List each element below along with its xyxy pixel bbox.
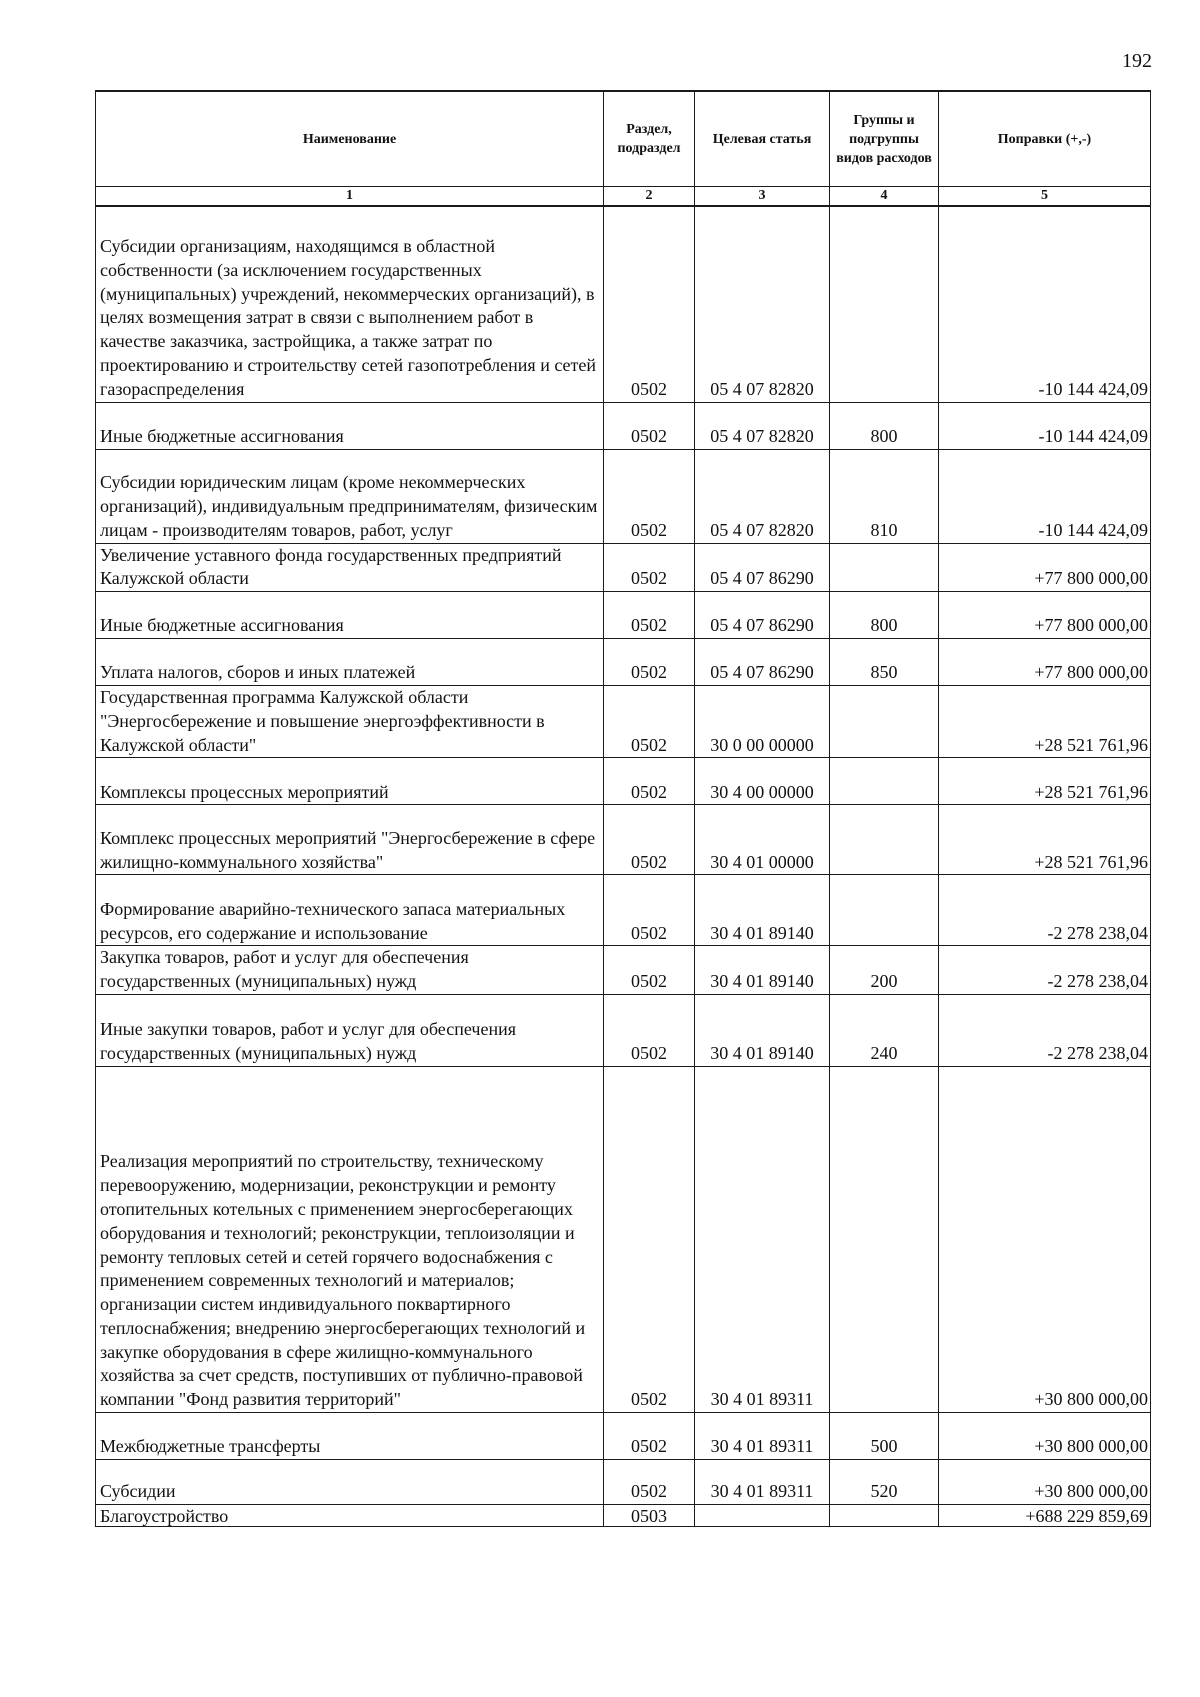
row-group: 500	[830, 1413, 939, 1460]
row-amount: +28 521 761,96	[939, 805, 1151, 875]
row-section: 0503	[604, 1505, 695, 1527]
header-target: Целевая статья	[695, 91, 830, 187]
row-name: Иные бюджетные ассигнования	[96, 592, 604, 639]
table-row	[96, 758, 1151, 805]
row-amount: -10 144 424,09	[939, 449, 1151, 543]
row-name: Субсидии юридическим лицам (кроме некоммерческих организаций), индивидуальным предпринимателям, физическим лицам - производителям товаров, работ, услуг	[96, 449, 604, 543]
header-amendments: Поправки (+,-)	[939, 91, 1151, 187]
table-row	[96, 1413, 1151, 1460]
row-group	[830, 758, 939, 805]
row-amount: +30 800 000,00	[939, 1460, 1151, 1505]
row-name: Увеличение уставного фонда государственных предприятий Калужской области	[96, 543, 604, 592]
row-section: 0502	[604, 1067, 695, 1413]
row-target: 05 4 07 86290	[695, 592, 830, 639]
row-section: 0502	[604, 543, 695, 592]
row-group: 850	[830, 639, 939, 686]
row-section: 0502	[604, 875, 695, 946]
row-section: 0502	[604, 1413, 695, 1460]
row-section: 0502	[604, 592, 695, 639]
row-section: 0502	[604, 449, 695, 543]
budget-table	[95, 90, 1151, 1527]
row-amount: +77 800 000,00	[939, 543, 1151, 592]
row-amount: +28 521 761,96	[939, 686, 1151, 758]
row-amount: -2 278 238,04	[939, 946, 1151, 995]
row-target: 30 4 00 00000	[695, 758, 830, 805]
table-header-row	[96, 91, 1151, 187]
row-target: 30 4 01 89311	[695, 1413, 830, 1460]
row-section: 0502	[604, 402, 695, 449]
row-amount: -2 278 238,04	[939, 995, 1151, 1067]
row-name: Благоустройство	[96, 1505, 604, 1527]
row-group: 520	[830, 1460, 939, 1505]
table-row	[96, 686, 1151, 758]
row-target: 05 4 07 82820	[695, 206, 830, 402]
row-name: Закупка товаров, работ и услуг для обеспечения государственных (муниципальных) нужд	[96, 946, 604, 995]
row-group: 810	[830, 449, 939, 543]
row-section: 0502	[604, 995, 695, 1067]
row-name: Государственная программа Калужской области "Энергосбережение и повышение энергоэффективности в Калужской области"	[96, 686, 604, 758]
row-group: 200	[830, 946, 939, 995]
row-target: 05 4 07 82820	[695, 449, 830, 543]
row-group	[830, 1505, 939, 1527]
table-row	[96, 1460, 1151, 1505]
row-amount: +688 229 859,69	[939, 1505, 1151, 1527]
row-target: 30 4 01 89140	[695, 995, 830, 1067]
row-section: 0502	[604, 1460, 695, 1505]
table-row	[96, 449, 1151, 543]
table-row	[96, 543, 1151, 592]
column-index: 4	[830, 187, 939, 207]
row-amount: +30 800 000,00	[939, 1067, 1151, 1413]
row-name: Комплекс процессных мероприятий "Энергосбережение в сфере жилищно-коммунального хозяйства"	[96, 805, 604, 875]
table-row	[96, 805, 1151, 875]
row-group	[830, 1067, 939, 1413]
row-section: 0502	[604, 946, 695, 995]
table-row	[96, 592, 1151, 639]
row-name: Формирование аварийно-технического запаса материальных ресурсов, его содержание и использование	[96, 875, 604, 946]
table-row	[96, 206, 1151, 402]
row-section: 0502	[604, 686, 695, 758]
table-row	[96, 639, 1151, 686]
row-section: 0502	[604, 639, 695, 686]
row-target: 05 4 07 86290	[695, 543, 830, 592]
row-group: 800	[830, 592, 939, 639]
table-row	[96, 995, 1151, 1067]
row-target: 30 4 01 89311	[695, 1067, 830, 1413]
row-name: Субсидии организациям, находящимся в областной собственности (за исключением государственных (муниципальных) учреждений, некоммерческих организаций), в целях возмещения затрат в связи с выполнением работ в качестве заказчика, застройщика, а также затрат по проектированию и строительству сетей газопотребления и сетей газораспределения	[96, 206, 604, 402]
row-target: 05 4 07 86290	[695, 639, 830, 686]
row-target: 30 4 01 89140	[695, 875, 830, 946]
row-group	[830, 206, 939, 402]
row-amount: +30 800 000,00	[939, 1413, 1151, 1460]
row-name: Комплексы процессных мероприятий	[96, 758, 604, 805]
column-index-row	[96, 187, 1151, 207]
table-row	[96, 1505, 1151, 1527]
row-name: Межбюджетные трансферты	[96, 1413, 604, 1460]
row-name: Субсидии	[96, 1460, 604, 1505]
row-amount: -2 278 238,04	[939, 875, 1151, 946]
row-group	[830, 875, 939, 946]
row-name: Иные бюджетные ассигнования	[96, 402, 604, 449]
row-amount: -10 144 424,09	[939, 402, 1151, 449]
table-row	[96, 402, 1151, 449]
row-group: 240	[830, 995, 939, 1067]
row-section: 0502	[604, 758, 695, 805]
row-amount: +77 800 000,00	[939, 592, 1151, 639]
table-row	[96, 875, 1151, 946]
column-index: 2	[604, 187, 695, 207]
table-row	[96, 946, 1151, 995]
row-group	[830, 805, 939, 875]
row-target	[695, 1505, 830, 1527]
row-section: 0502	[604, 805, 695, 875]
header-name: Наименование	[96, 91, 604, 187]
table-row	[96, 1067, 1151, 1413]
header-groups: Группы и подгруппы видов расходов	[830, 91, 939, 187]
row-target: 30 4 01 89140	[695, 946, 830, 995]
header-section: Раздел, подраздел	[604, 91, 695, 187]
row-amount: +28 521 761,96	[939, 758, 1151, 805]
row-section: 0502	[604, 206, 695, 402]
row-name: Иные закупки товаров, работ и услуг для обеспечения государственных (муниципальных) нужд	[96, 995, 604, 1067]
column-index: 3	[695, 187, 830, 207]
row-amount: -10 144 424,09	[939, 206, 1151, 402]
row-group	[830, 686, 939, 758]
row-amount: +77 800 000,00	[939, 639, 1151, 686]
row-group	[830, 543, 939, 592]
column-index: 5	[939, 187, 1151, 207]
row-name: Уплата налогов, сборов и иных платежей	[96, 639, 604, 686]
row-name: Реализация мероприятий по строительству, техническому перевооружению, модернизации, реконструкции и ремонту отопительных котельных с применением энергосберегающих оборудования и технологий; реконструкции, теплоизоляции и ремонту тепловых сетей и сетей горячего водоснабжения с применением современных технологий и материалов; организации систем индивидуального поквартирного теплоснабжения; внедрению энергосберегающих технологий и закупке оборудования в сфере жилищно-коммунального хозяйства за счет средств, поступивших от публично-правовой компании "Фонд развития территорий"	[96, 1067, 604, 1413]
row-target: 05 4 07 82820	[695, 402, 830, 449]
row-target: 30 4 01 89311	[695, 1460, 830, 1505]
row-target: 30 4 01 00000	[695, 805, 830, 875]
row-target: 30 0 00 00000	[695, 686, 830, 758]
page-number: 192	[1122, 50, 1152, 72]
column-index: 1	[96, 187, 604, 207]
row-group: 800	[830, 402, 939, 449]
